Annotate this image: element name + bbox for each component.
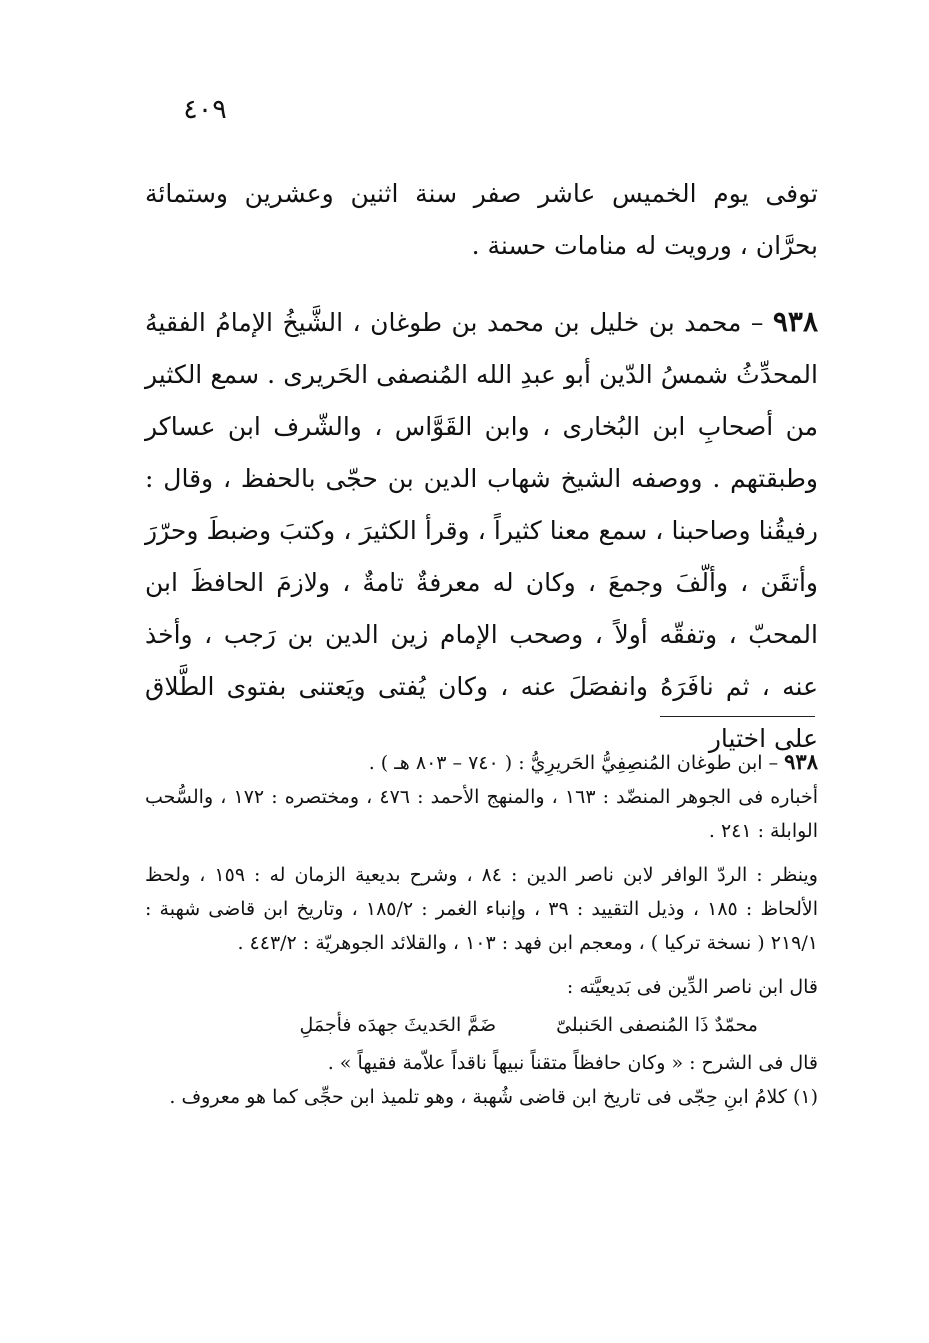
paragraph-previous-entry-end: توفى يوم الخميس عاشر صفر سنة اثنين وعشرين وستمائة بحرَّان ، ورويت له منامات حسنة . [145,179,818,260]
note-entry-header [145,745,818,780]
main-text [145,168,818,765]
note-quote-commentary: قال فى الشرح : « وكان حافظاً متقناً نبيهاً ناقداً علاّمة فقيهاً » . [327,1052,818,1074]
page-number: ٤٠٩ [183,94,227,125]
note-entry-title: – ابن طوغان المُنصِفِيُّ الحَريرِيُّ : ( ٧٤٠ – ٨٠٣ هـ ) . [368,752,785,774]
note-see-also: وينظر : الردّ الوافر لابن ناصر الدين : ٨٤ ، وشرح بديعية الزمان له : ١٥٩ ، ولحظ الألحاظ : ١٨٥ ، وذيل التقييد : ٣٩ ، وإنباء الغمر : ١٨٥/٢ ، وتاريخ ابن قاضى شهبة : ٢١٩/١ ( نسخة تركيا ) ، ومعجم ابن فهد : ١٠٣ ، والقلائد الجوهريّة : ٤٤٣/٢ . [145,864,818,954]
verse-second-hemistich: ضَمَّ الحَديثَ جهدَه فأجمَلِ [299,1014,497,1036]
footnote-divider [660,716,815,717]
verse-first-hemistich: محمّدٌ ذَا المُنصفى الحَنبلىّ [556,1014,758,1036]
entry-text: – محمد بن خليل بن محمد بن طوغان ، الشَّيخُ الإمامُ الفقيهُ المحدِّثُ شمسُ الدّين أبو عبدِ الله المُنصفى الحَريرى . سمع الكثير من أصحابِ ابن البُخارى ، وابن القَوَّاس ، والشّرف ابن عساكر وطبقتهم . ووصفه الشيخ شهاب الدين بن حجّى بالحفظ ، وقال : رفيقُنا وصاحبنا ، سمع معنا كثيراً ، وقرأ الكثيرَ ، وكتبَ وضبطَ وحرّرَ وأتقَن ، وألّفَ وجمعَ ، وكان له معرفةٌ تامةٌ ، ولازمَ الحافظَ ابن المحبّ ، وتفقّه أولاً ، وصحب الإمام زين الدين بن رَجب ، وأخذ عنه ، ثم نافَرَهُ وانفصَلَ عنه ، وكان يُفتى ويَعتنى بفتوى الطَّلاق على اختيار [145,308,818,753]
footnote-1: (١) كلامُ ابنِ حِجّى فى تاريخ ابن قاضى شُهبة ، وهو تلميذ ابن حجِّى كما هو معروف . [169,1086,818,1108]
paragraph-entry-938 [145,296,818,765]
verse [145,1008,818,1042]
note-quote-intro: قال ابن ناصر الدِّين فى بَديعيَّته : [566,976,818,998]
footnotes-section [145,745,818,1114]
note-entry-number: ٩٣٨ [784,749,818,774]
note-sources: أخباره فى الجوهر المنضّد : ١٦٣ ، والمنهج الأحمد : ٤٧٦ ، ومختصره : ١٧٢ ، والسُّحب الوابلة : ٢٤١ . [145,786,818,842]
entry-number: ٩٣٨ [772,305,818,338]
